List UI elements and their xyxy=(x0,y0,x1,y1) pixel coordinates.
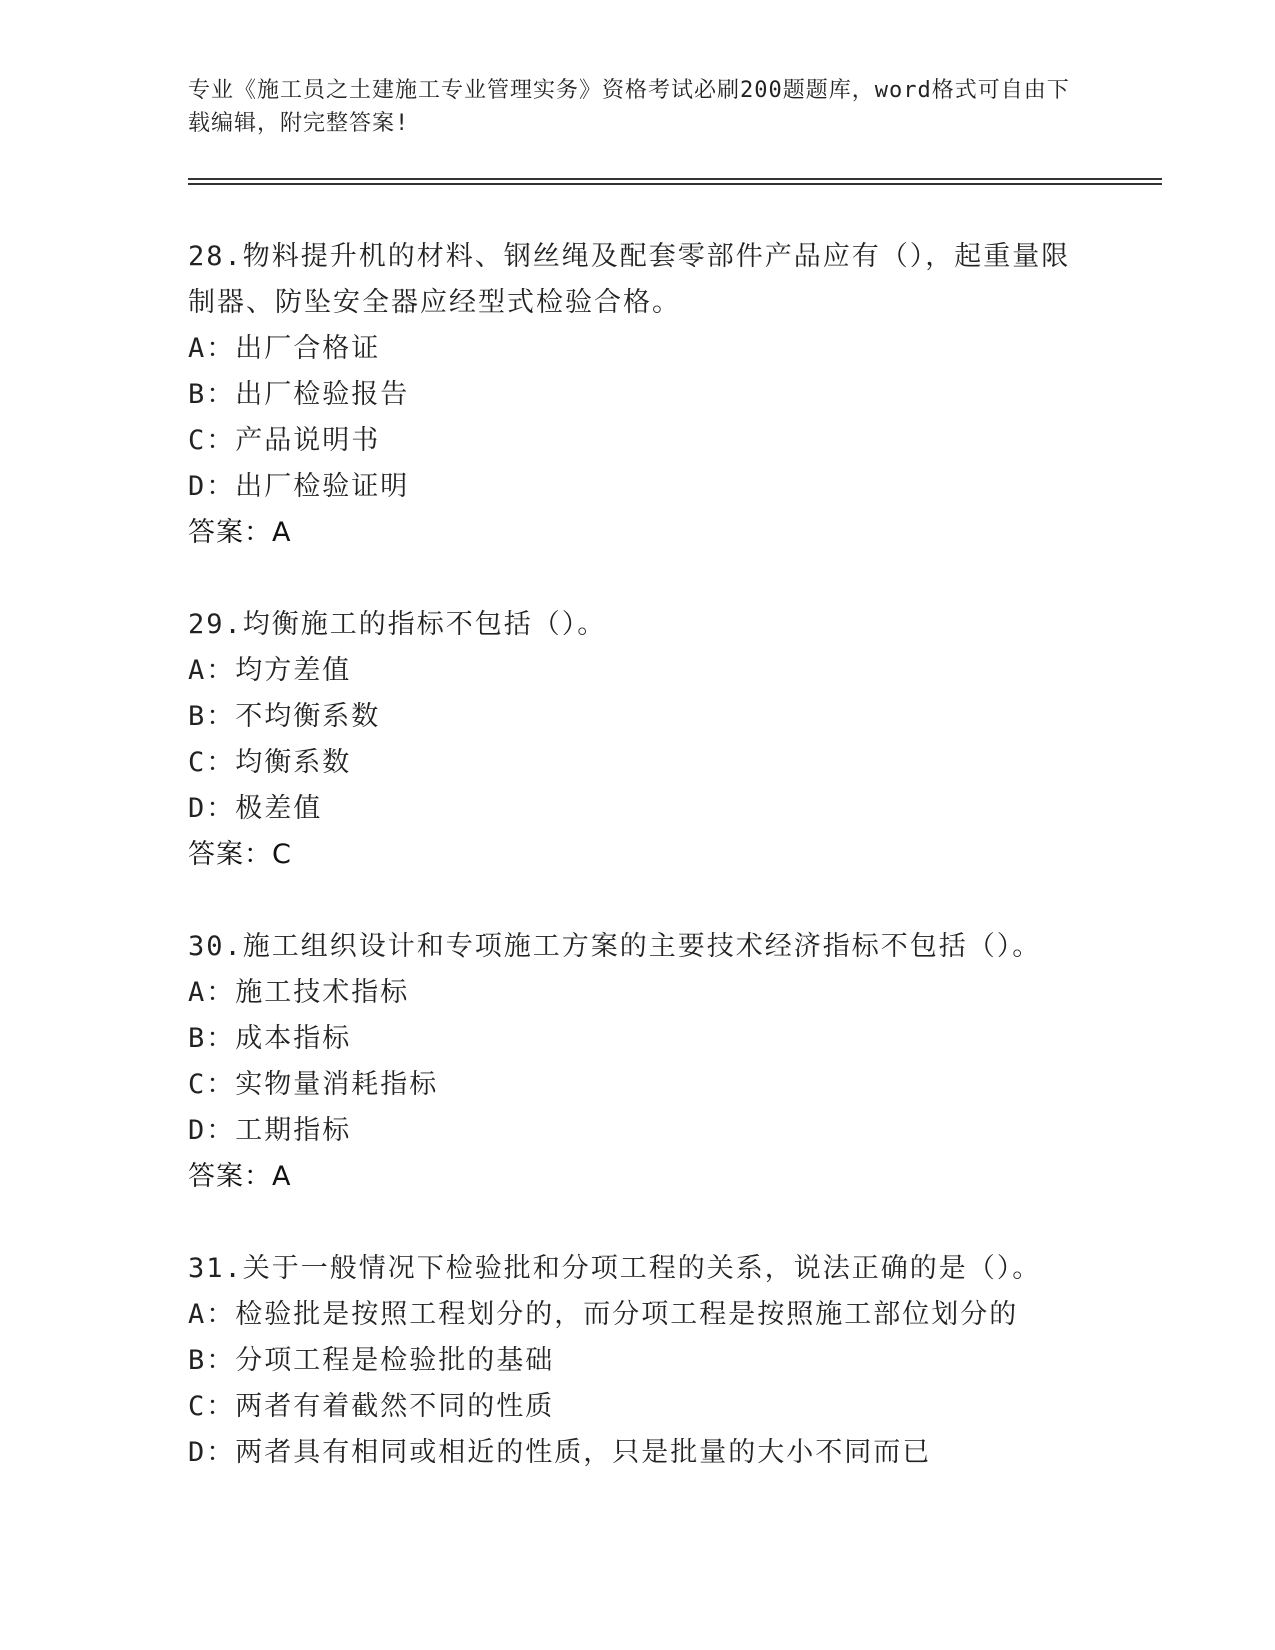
document-header: 专业《施工员之土建施工专业管理实务》资格考试必刷200题题库，word格式可自由下载编辑，附完整答案! xyxy=(188,78,1070,136)
option-c: C：两者有着截然不同的性质 xyxy=(188,1391,555,1422)
answer: 答案：A xyxy=(188,517,292,548)
option-c: C：实物量消耗指标 xyxy=(188,1069,439,1100)
option-a: A：施工技术指标 xyxy=(188,977,410,1008)
question-29 xyxy=(188,602,1088,878)
option-b: B：不均衡系数 xyxy=(188,701,381,732)
question-28 xyxy=(188,234,1088,556)
option-d: D：出厂检验证明 xyxy=(188,471,410,502)
option-c: C：产品说明书 xyxy=(188,425,381,456)
question-stem: 30.施工组织设计和专项施工方案的主要技术经济指标不包括（）。 xyxy=(188,931,1042,962)
option-d: D：工期指标 xyxy=(188,1115,352,1146)
header-divider-top xyxy=(188,178,1162,180)
question-stem: 28.物料提升机的材料、钢丝绳及配套零部件产品应有（），起重量限制器、防坠安全器应经型式检验合格。 xyxy=(188,241,1071,318)
option-b: B：分项工程是检验批的基础 xyxy=(188,1345,555,1376)
option-d: D：极差值 xyxy=(188,793,323,824)
answer: 答案：A xyxy=(188,1161,292,1192)
option-a: A：出厂合格证 xyxy=(188,333,381,364)
question-30 xyxy=(188,924,1088,1200)
option-b: B：成本指标 xyxy=(188,1023,352,1054)
option-a: A：检验批是按照工程划分的，而分项工程是按照施工部位划分的 xyxy=(188,1299,1019,1330)
option-c: C：均衡系数 xyxy=(188,747,352,778)
question-stem: 29.均衡施工的指标不包括（）。 xyxy=(188,609,607,640)
option-a: A：均方差值 xyxy=(188,655,352,686)
question-stem: 31.关于一般情况下检验批和分项工程的关系，说法正确的是（）。 xyxy=(188,1253,1042,1284)
option-d: D：两者具有相同或相近的性质，只是批量的大小不同而已 xyxy=(188,1437,932,1468)
question-31 xyxy=(188,1246,1088,1476)
option-b: B：出厂检验报告 xyxy=(188,379,410,410)
header-divider-bottom xyxy=(188,183,1162,185)
answer: 答案：C xyxy=(188,839,292,870)
